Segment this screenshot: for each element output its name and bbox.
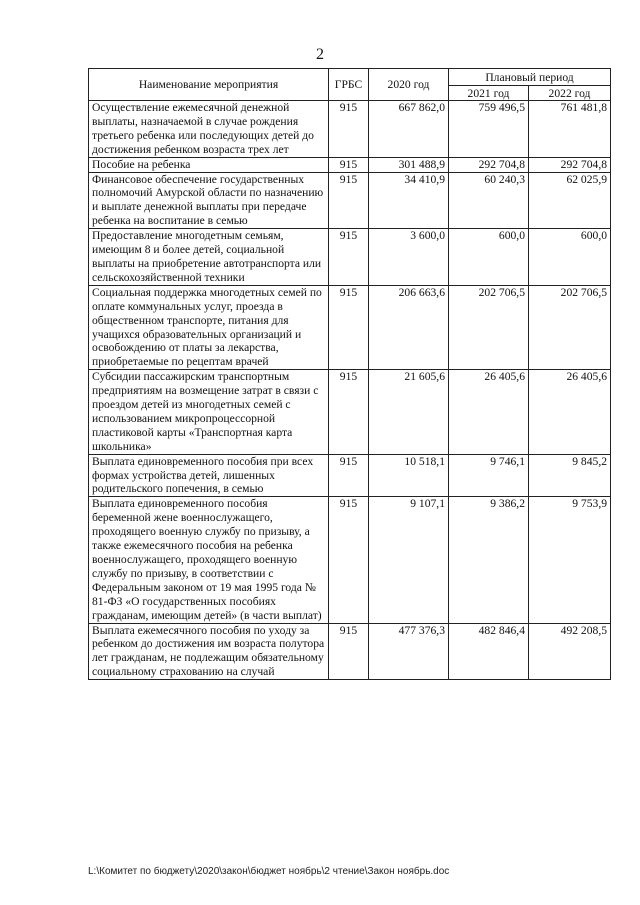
- cell-2022: 761 481,8: [529, 101, 611, 158]
- cell-grbs: 915: [329, 370, 369, 454]
- cell-grbs: 915: [329, 285, 369, 369]
- cell-2020: 206 663,6: [369, 285, 449, 369]
- table-row: [89, 454, 611, 497]
- cell-name: Субсидии пассажирским транспортным предприятиям на возмещение затрат в связи с проездом детей из многодетных семей с использованием микропроцессорной пластиковой карты «Транспортная карта школьника»: [89, 370, 329, 454]
- file-path-footer: L:\Комитет по бюджету\2020\закон\бюджет ноябрь\2 чтение\Закон ноябрь.doc: [88, 866, 450, 877]
- cell-2021: 482 846,4: [449, 623, 529, 680]
- cell-2021: 292 704,8: [449, 157, 529, 172]
- cell-2020: 477 376,3: [369, 623, 449, 680]
- table-row: [89, 623, 611, 680]
- table-row: [89, 172, 611, 229]
- table-row: [89, 370, 611, 454]
- cell-name: Выплата единовременного пособия беременной жене военнослужащего, проходящего военную службу по призыву, а также ежемесячного пособия на ребенка военнослужащего, проходящего военную службу по призыву, в соответствии с Федеральным законом от 19 мая 1995 года № 81-ФЗ «О государственных пособиях гражданам, имеющим детей» (в части выплат): [89, 497, 329, 623]
- budget-table: [88, 68, 611, 680]
- cell-2020: 9 107,1: [369, 497, 449, 623]
- cell-2020: 667 862,0: [369, 101, 449, 158]
- cell-2021: 60 240,3: [449, 172, 529, 229]
- cell-2020: 21 605,6: [369, 370, 449, 454]
- header-plan-period: Плановый период: [449, 69, 611, 86]
- cell-name: Осуществление ежемесячной денежной выплаты, назначаемой в случае рождения третьего ребенка или последующих детей до достижения ребенком возраста трех лет: [89, 101, 329, 158]
- cell-name: Пособие на ребенка: [89, 157, 329, 172]
- table-body: [89, 101, 611, 680]
- cell-2020: 34 410,9: [369, 172, 449, 229]
- cell-2021: 202 706,5: [449, 285, 529, 369]
- cell-2022: 9 753,9: [529, 497, 611, 623]
- cell-name: Социальная поддержка многодетных семей по оплате коммунальных услуг, проезда в общественном транспорте, питания для учащихся образовательных организаций и освобождению от платы за лекарства, приобретаемые по рецептам врачей: [89, 285, 329, 369]
- page-number: 2: [316, 46, 324, 63]
- header-2020: 2020 год: [369, 69, 449, 101]
- cell-grbs: 915: [329, 623, 369, 680]
- cell-2020: 301 488,9: [369, 157, 449, 172]
- table-row: [89, 497, 611, 623]
- cell-2022: 9 845,2: [529, 454, 611, 497]
- cell-grbs: 915: [329, 454, 369, 497]
- cell-2021: 759 496,5: [449, 101, 529, 158]
- cell-name: Выплата ежемесячного пособия по уходу за ребенком до достижения им возраста полутора лет гражданам, не подлежащим обязательному социальному страхованию на случай: [89, 623, 329, 680]
- cell-2022: 292 704,8: [529, 157, 611, 172]
- header-name: Наименование мероприятия: [89, 69, 329, 101]
- table-row: [89, 229, 611, 286]
- cell-2021: 26 405,6: [449, 370, 529, 454]
- cell-2022: 202 706,5: [529, 285, 611, 369]
- cell-grbs: 915: [329, 229, 369, 286]
- cell-name: Выплата единовременного пособия при всех формах устройства детей, лишенных родительского попечения, в семью: [89, 454, 329, 497]
- cell-grbs: 915: [329, 497, 369, 623]
- cell-2021: 9 386,2: [449, 497, 529, 623]
- cell-grbs: 915: [329, 101, 369, 158]
- cell-2021: 600,0: [449, 229, 529, 286]
- cell-2020: 10 518,1: [369, 454, 449, 497]
- header-2021: 2021 год: [449, 86, 529, 101]
- table-row: [89, 285, 611, 369]
- cell-2020: 3 600,0: [369, 229, 449, 286]
- cell-2021: 9 746,1: [449, 454, 529, 497]
- cell-2022: 62 025,9: [529, 172, 611, 229]
- cell-grbs: 915: [329, 172, 369, 229]
- cell-2022: 492 208,5: [529, 623, 611, 680]
- cell-2022: 600,0: [529, 229, 611, 286]
- table-row: [89, 157, 611, 172]
- cell-2022: 26 405,6: [529, 370, 611, 454]
- cell-grbs: 915: [329, 157, 369, 172]
- cell-name: Предоставление многодетным семьям, имеющим 8 и более детей, социальной выплаты на приобретение автотранспорта или сельскохозяйственной техники: [89, 229, 329, 286]
- header-grbs: ГРБС: [329, 69, 369, 101]
- table-row: [89, 101, 611, 158]
- header-2022: 2022 год: [529, 86, 611, 101]
- cell-name: Финансовое обеспечение государственных полномочий Амурской области по назначению и выплате денежной выплаты при передаче ребенка на воспитание в семью: [89, 172, 329, 229]
